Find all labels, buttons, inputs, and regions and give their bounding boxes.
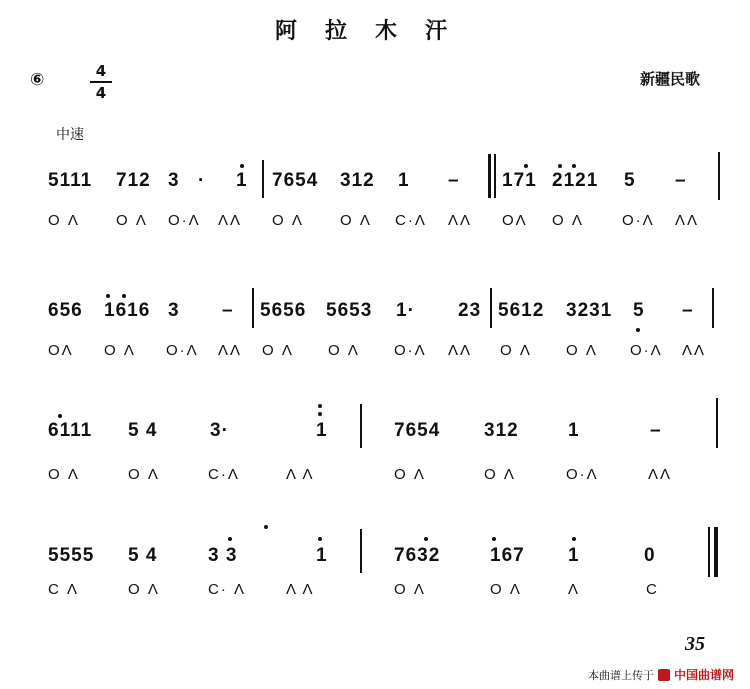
octave-dot: [240, 164, 244, 168]
bar-line: [490, 288, 492, 328]
percussion-pattern: O·Λ: [622, 212, 655, 229]
percussion-pattern: O Λ: [116, 212, 148, 229]
octave-dot: [424, 537, 428, 541]
page-number: 35: [685, 633, 705, 655]
note-group: 2121: [552, 170, 599, 191]
note-group: 5 4: [128, 420, 158, 441]
note-group: –: [448, 170, 460, 191]
repeat-bar-line: [488, 154, 491, 198]
note-group: –: [682, 300, 694, 321]
note-group: 312: [340, 170, 375, 191]
note-group: 5111: [48, 170, 93, 191]
octave-dot: [122, 294, 126, 298]
percussion-pattern: ΛΛ: [448, 342, 473, 359]
note-group: 312: [484, 420, 519, 441]
percussion-pattern: C: [646, 581, 659, 598]
time-signature-line: [90, 81, 112, 83]
percussion-pattern: O·Λ: [168, 212, 201, 229]
note-group: 3231: [566, 300, 613, 321]
percussion-pattern: O·Λ: [630, 342, 663, 359]
note-group: 5: [624, 170, 636, 191]
note-group: 0: [644, 545, 656, 566]
note-group: 7654: [394, 420, 441, 441]
percussion-pattern: O Λ: [552, 212, 584, 229]
octave-dot: [636, 328, 640, 332]
percussion-pattern: O Λ: [394, 466, 426, 483]
percussion-pattern: C·Λ: [395, 212, 427, 229]
percussion-pattern: Λ Λ: [286, 581, 315, 598]
final-bar-line: [714, 527, 718, 577]
note-group: 3: [168, 300, 180, 321]
final-bar-line: [708, 527, 710, 577]
note-group: 5612: [498, 300, 545, 321]
percussion-pattern: O Λ: [328, 342, 360, 359]
percussion-pattern: ΛΛ: [218, 342, 243, 359]
percussion-pattern: ΛΛ: [448, 212, 473, 229]
percussion-pattern: ΛΛ: [648, 466, 673, 483]
note-group: 712: [116, 170, 151, 191]
percussion-pattern: C·Λ: [208, 466, 240, 483]
repeat-bar-line: [494, 154, 496, 198]
note-group: 656: [48, 300, 83, 321]
tempo-marking: 中速: [56, 127, 84, 143]
note-group: 1: [316, 545, 328, 566]
site-logo-icon: [658, 669, 670, 681]
percussion-pattern: O·Λ: [166, 342, 199, 359]
percussion-pattern: O·Λ: [394, 342, 427, 359]
percussion-pattern: O Λ: [128, 581, 160, 598]
note-group: 5555: [48, 545, 95, 566]
bar-line: [360, 404, 362, 448]
percussion-pattern: OΛ: [502, 212, 528, 229]
note-group: 23: [458, 300, 482, 321]
note-group: –: [675, 170, 687, 191]
note-group: 1: [316, 420, 328, 441]
note-group: ·: [198, 170, 206, 191]
octave-dot: [318, 537, 322, 541]
percussion-pattern: O Λ: [48, 212, 80, 229]
percussion-pattern: ΛΛ: [675, 212, 700, 229]
octave-dot: [106, 294, 110, 298]
percussion-pattern: C· Λ: [208, 581, 247, 598]
bar-line: [360, 529, 362, 573]
score-row-2: [0, 290, 750, 380]
note-group: –: [222, 300, 234, 321]
percussion-pattern: O Λ: [104, 342, 136, 359]
note-group: 6111: [48, 420, 93, 441]
percussion-pattern: O Λ: [340, 212, 372, 229]
percussion-pattern: O Λ: [484, 466, 516, 483]
bar-line: [252, 288, 254, 328]
note-group: 5656: [260, 300, 307, 321]
note-group: 3·: [210, 420, 229, 441]
score-row-4: [0, 535, 750, 625]
percussion-pattern: Λ Λ: [286, 466, 315, 483]
note-group: 1·: [396, 300, 415, 321]
bar-line: [712, 288, 714, 328]
note-group: 3 3: [208, 545, 238, 566]
percussion-pattern: O Λ: [490, 581, 522, 598]
percussion-pattern: O Λ: [500, 342, 532, 359]
percussion-pattern: O Λ: [262, 342, 294, 359]
note-group: 5653: [326, 300, 373, 321]
note-group: 1616: [104, 300, 151, 321]
note-group: 171: [502, 170, 537, 191]
note-group: 7632: [394, 545, 441, 566]
site-name[interactable]: 中国曲谱网: [673, 668, 734, 682]
bar-line: [716, 398, 718, 448]
percussion-pattern: O Λ: [394, 581, 426, 598]
percussion-pattern: O·Λ: [566, 466, 599, 483]
bar-line: [718, 152, 720, 200]
note-group: 5 4: [128, 545, 158, 566]
octave-dot: [318, 404, 322, 408]
percussion-pattern: O Λ: [566, 342, 598, 359]
percussion-pattern: ΛΛ: [682, 342, 707, 359]
upload-text: 本曲谱上传于: [587, 668, 654, 682]
octave-dot: [572, 537, 576, 541]
song-source: 新疆民歌: [639, 70, 700, 88]
octave-dot: [228, 537, 232, 541]
piece-number: ⑥: [30, 70, 45, 90]
percussion-pattern: ΛΛ: [218, 212, 243, 229]
note-group: 167: [490, 545, 525, 566]
percussion-pattern: OΛ: [48, 342, 74, 359]
percussion-pattern: O Λ: [48, 466, 80, 483]
note-group: 3: [168, 170, 180, 191]
bar-line: [262, 160, 264, 198]
percussion-pattern: C Λ: [48, 581, 80, 598]
score-row-1: [0, 160, 750, 250]
octave-dot: [524, 164, 528, 168]
percussion-pattern: O Λ: [272, 212, 304, 229]
octave-dot: [58, 414, 62, 418]
time-signature-top: 4: [95, 62, 107, 80]
octave-dot: [492, 537, 496, 541]
time-signature-bottom: 4: [95, 84, 107, 102]
score-row-3: [0, 410, 750, 500]
note-group: 5: [633, 300, 645, 321]
octave-dot: [558, 164, 562, 168]
note-group: 1: [398, 170, 410, 191]
footer-watermark: [588, 666, 734, 683]
octave-dot: [264, 525, 268, 529]
time-signature: [90, 62, 112, 102]
percussion-pattern: Λ: [568, 581, 581, 598]
note-group: 1: [568, 420, 580, 441]
percussion-pattern: O Λ: [128, 466, 160, 483]
octave-dot: [318, 412, 322, 416]
note-group: 1: [236, 170, 248, 191]
song-title: 阿拉木汗: [274, 19, 475, 44]
octave-dot: [572, 164, 576, 168]
note-group: –: [650, 420, 662, 441]
note-group: 7654: [272, 170, 319, 191]
note-group: 1: [568, 545, 580, 566]
